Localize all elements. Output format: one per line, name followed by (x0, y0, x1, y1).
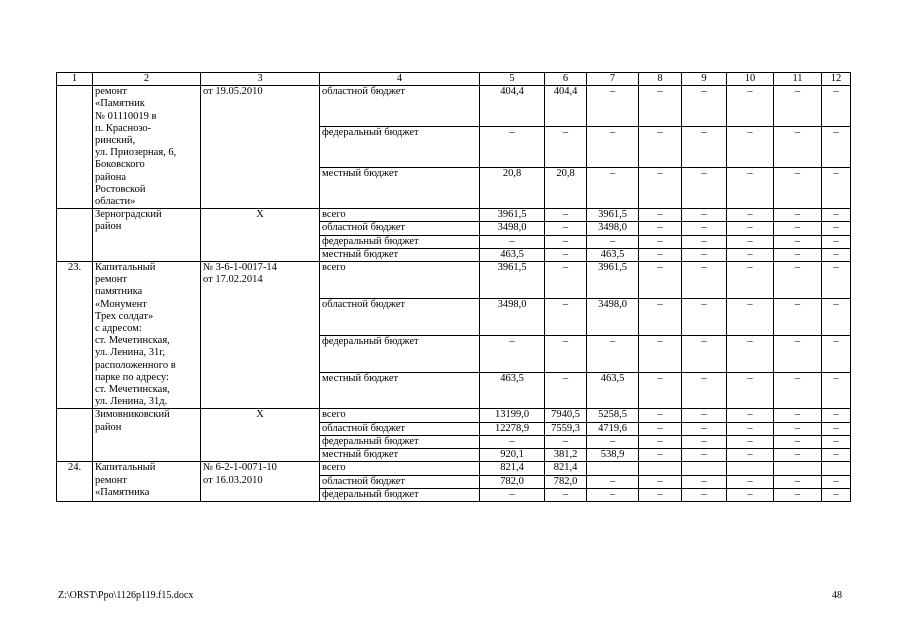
funding-source-cell: местный бюджет (320, 372, 480, 409)
funding-source-cell: федеральный бюджет (320, 335, 480, 372)
value-cell: – (639, 449, 682, 462)
value-cell: – (682, 449, 727, 462)
value-cell: – (822, 335, 851, 372)
value-cell: – (480, 435, 545, 448)
funding-source-cell: областной бюджет (320, 422, 480, 435)
value-cell: – (822, 298, 851, 335)
value-cell: – (639, 209, 682, 222)
value-cell: – (639, 127, 682, 168)
document-ref-cell: Х (201, 409, 320, 462)
column-number-row (57, 73, 851, 86)
value-cell: 821,4 (480, 462, 545, 475)
value-cell: – (639, 222, 682, 235)
value-cell: – (822, 372, 851, 409)
value-cell: 3498,0 (587, 222, 639, 235)
value-cell: – (774, 127, 822, 168)
value-cell: – (545, 127, 587, 168)
value-cell: – (639, 488, 682, 501)
value-cell: 12278,9 (480, 422, 545, 435)
value-cell: – (639, 262, 682, 299)
value-cell: – (822, 248, 851, 261)
column-number-cell: 5 (480, 73, 545, 86)
value-cell: 463,5 (480, 372, 545, 409)
table-row (57, 462, 851, 475)
value-cell: 20,8 (545, 168, 587, 209)
page-number: 48 (832, 590, 842, 601)
value-cell: – (545, 335, 587, 372)
value-cell: – (545, 488, 587, 501)
value-cell: – (480, 335, 545, 372)
value-cell: 821,4 (545, 462, 587, 475)
value-cell: – (774, 209, 822, 222)
value-cell: – (774, 475, 822, 488)
value-cell: – (774, 168, 822, 209)
funding-source-cell: местный бюджет (320, 449, 480, 462)
column-number-cell: 8 (639, 73, 682, 86)
value-cell: – (822, 222, 851, 235)
column-number-cell: 6 (545, 73, 587, 86)
document-ref-cell: № 6-2-1-0071-10 от 16.03.2010 (201, 462, 320, 502)
value-cell: – (682, 422, 727, 435)
value-cell: – (545, 372, 587, 409)
value-cell: – (682, 475, 727, 488)
item-number-cell: 23. (57, 262, 93, 409)
value-cell: 404,4 (480, 86, 545, 127)
column-number-cell: 1 (57, 73, 93, 86)
object-name-cell: Капитальный ремонт памятника «Монумент Трех солдат» с адресом: ст. Мечетинская, ул. Ленина, 31г, расположенного в парке по адресу: ст. Мечетинская, ул. Ленина, 31д. (93, 262, 201, 409)
value-cell: – (727, 488, 774, 501)
value-cell: 3961,5 (480, 262, 545, 299)
value-cell: – (682, 409, 727, 422)
value-cell: – (545, 209, 587, 222)
value-cell: – (727, 422, 774, 435)
value-cell: – (682, 222, 727, 235)
value-cell: – (822, 488, 851, 501)
value-cell: – (822, 262, 851, 299)
value-cell: – (822, 235, 851, 248)
value-cell (822, 462, 851, 475)
column-number-cell: 10 (727, 73, 774, 86)
value-cell: – (682, 372, 727, 409)
value-cell: 3498,0 (587, 298, 639, 335)
item-number-cell (57, 209, 93, 262)
value-cell: – (587, 235, 639, 248)
value-cell: – (682, 127, 727, 168)
value-cell: – (682, 488, 727, 501)
value-cell: – (727, 209, 774, 222)
funding-source-cell: всего (320, 462, 480, 475)
value-cell: – (682, 335, 727, 372)
column-number-cell: 4 (320, 73, 480, 86)
funding-source-cell: областной бюджет (320, 298, 480, 335)
funding-source-cell: федеральный бюджет (320, 435, 480, 448)
value-cell: 920,1 (480, 449, 545, 462)
column-number-cell: 2 (93, 73, 201, 86)
value-cell: – (682, 262, 727, 299)
value-cell: 20,8 (480, 168, 545, 209)
value-cell: – (774, 435, 822, 448)
value-cell: – (587, 86, 639, 127)
value-cell: – (822, 127, 851, 168)
column-number-cell: 3 (201, 73, 320, 86)
value-cell: – (774, 86, 822, 127)
value-cell: – (639, 248, 682, 261)
value-cell: 404,4 (545, 86, 587, 127)
value-cell: – (727, 222, 774, 235)
value-cell: – (639, 335, 682, 372)
funding-source-cell: федеральный бюджет (320, 488, 480, 501)
value-cell: 463,5 (480, 248, 545, 261)
value-cell: – (727, 372, 774, 409)
value-cell: – (682, 298, 727, 335)
value-cell: – (822, 86, 851, 127)
value-cell: – (545, 248, 587, 261)
value-cell: – (774, 372, 822, 409)
funding-source-cell: всего (320, 409, 480, 422)
value-cell: – (639, 422, 682, 435)
value-cell: – (639, 409, 682, 422)
value-cell (639, 462, 682, 475)
document-ref-cell: от 19.05.2010 (201, 86, 320, 209)
value-cell: 3961,5 (480, 209, 545, 222)
value-cell: – (545, 435, 587, 448)
table-row (57, 409, 851, 422)
object-name-cell: ремонт «Памятник № 01110019 в п. Краснозо- ринский, ул. Приозерная, 6, Боковского района Ростовской области» (93, 86, 201, 209)
value-cell: – (727, 475, 774, 488)
funding-source-cell: областной бюджет (320, 86, 480, 127)
value-cell: – (545, 222, 587, 235)
value-cell: 538,9 (587, 449, 639, 462)
value-cell: – (727, 449, 774, 462)
footer-file-path: Z:\ORST\Ppo\1126p119.f15.docx (58, 590, 194, 601)
budget-table (56, 72, 851, 502)
value-cell: – (682, 168, 727, 209)
value-cell: – (822, 435, 851, 448)
value-cell: – (727, 86, 774, 127)
value-cell: – (774, 335, 822, 372)
table-row (57, 262, 851, 299)
value-cell (727, 462, 774, 475)
column-number-cell: 7 (587, 73, 639, 86)
funding-source-cell: федеральный бюджет (320, 235, 480, 248)
value-cell: 782,0 (480, 475, 545, 488)
value-cell: – (822, 209, 851, 222)
value-cell: – (727, 435, 774, 448)
value-cell: – (639, 168, 682, 209)
value-cell: – (822, 409, 851, 422)
value-cell: – (822, 422, 851, 435)
funding-source-cell: местный бюджет (320, 248, 480, 261)
table-body (57, 73, 851, 502)
funding-source-cell: местный бюджет (320, 168, 480, 209)
value-cell: 3961,5 (587, 209, 639, 222)
column-number-cell: 11 (774, 73, 822, 86)
value-cell: 782,0 (545, 475, 587, 488)
value-cell: 7940,5 (545, 409, 587, 422)
funding-source-cell: областной бюджет (320, 222, 480, 235)
value-cell (774, 462, 822, 475)
value-cell: – (545, 298, 587, 335)
value-cell: – (774, 262, 822, 299)
column-number-cell: 12 (822, 73, 851, 86)
value-cell: 463,5 (587, 248, 639, 261)
value-cell: – (774, 422, 822, 435)
value-cell: – (587, 127, 639, 168)
value-cell: – (639, 435, 682, 448)
value-cell: 7559,3 (545, 422, 587, 435)
table-row (57, 86, 851, 127)
value-cell: 4719,6 (587, 422, 639, 435)
value-cell: – (727, 168, 774, 209)
column-number-cell: 9 (682, 73, 727, 86)
item-number-cell (57, 86, 93, 209)
value-cell: – (480, 127, 545, 168)
value-cell: – (774, 298, 822, 335)
funding-source-cell: федеральный бюджет (320, 127, 480, 168)
value-cell: – (480, 235, 545, 248)
funding-source-cell: областной бюджет (320, 475, 480, 488)
value-cell: 3961,5 (587, 262, 639, 299)
object-name-cell: Зерноградский район (93, 209, 201, 262)
value-cell: – (727, 409, 774, 422)
document-ref-cell: № 3-6-1-0017-14 от 17.02.2014 (201, 262, 320, 409)
value-cell: – (774, 248, 822, 261)
value-cell: – (822, 449, 851, 462)
value-cell: – (774, 409, 822, 422)
funding-source-cell: всего (320, 209, 480, 222)
value-cell: – (727, 248, 774, 261)
value-cell: 13199,0 (480, 409, 545, 422)
value-cell: – (682, 86, 727, 127)
value-cell: – (727, 262, 774, 299)
value-cell: – (774, 488, 822, 501)
value-cell (682, 462, 727, 475)
value-cell (587, 462, 639, 475)
value-cell: – (587, 168, 639, 209)
value-cell: – (774, 222, 822, 235)
funding-source-cell: всего (320, 262, 480, 299)
value-cell: – (682, 209, 727, 222)
object-name-cell: Капитальный ремонт «Памятника (93, 462, 201, 502)
value-cell: – (727, 298, 774, 335)
value-cell: – (774, 449, 822, 462)
value-cell: – (639, 372, 682, 409)
value-cell: – (774, 235, 822, 248)
value-cell: – (639, 86, 682, 127)
value-cell: 5258,5 (587, 409, 639, 422)
value-cell: – (727, 235, 774, 248)
value-cell: 381,2 (545, 449, 587, 462)
value-cell: – (727, 335, 774, 372)
value-cell: – (822, 168, 851, 209)
value-cell: – (587, 488, 639, 501)
value-cell: – (587, 475, 639, 488)
object-name-cell: Зимовниковский район (93, 409, 201, 462)
value-cell: – (639, 298, 682, 335)
value-cell: 3498,0 (480, 298, 545, 335)
value-cell: – (682, 435, 727, 448)
value-cell: 463,5 (587, 372, 639, 409)
document-ref-cell: Х (201, 209, 320, 262)
value-cell: – (682, 235, 727, 248)
value-cell: – (545, 262, 587, 299)
value-cell: – (639, 235, 682, 248)
value-cell: – (545, 235, 587, 248)
value-cell: – (639, 475, 682, 488)
value-cell: – (480, 488, 545, 501)
table-row (57, 209, 851, 222)
item-number-cell (57, 409, 93, 462)
value-cell: – (727, 127, 774, 168)
value-cell: – (587, 435, 639, 448)
item-number-cell: 24. (57, 462, 93, 502)
value-cell: – (587, 335, 639, 372)
value-cell: – (822, 475, 851, 488)
value-cell: 3498,0 (480, 222, 545, 235)
value-cell: – (682, 248, 727, 261)
